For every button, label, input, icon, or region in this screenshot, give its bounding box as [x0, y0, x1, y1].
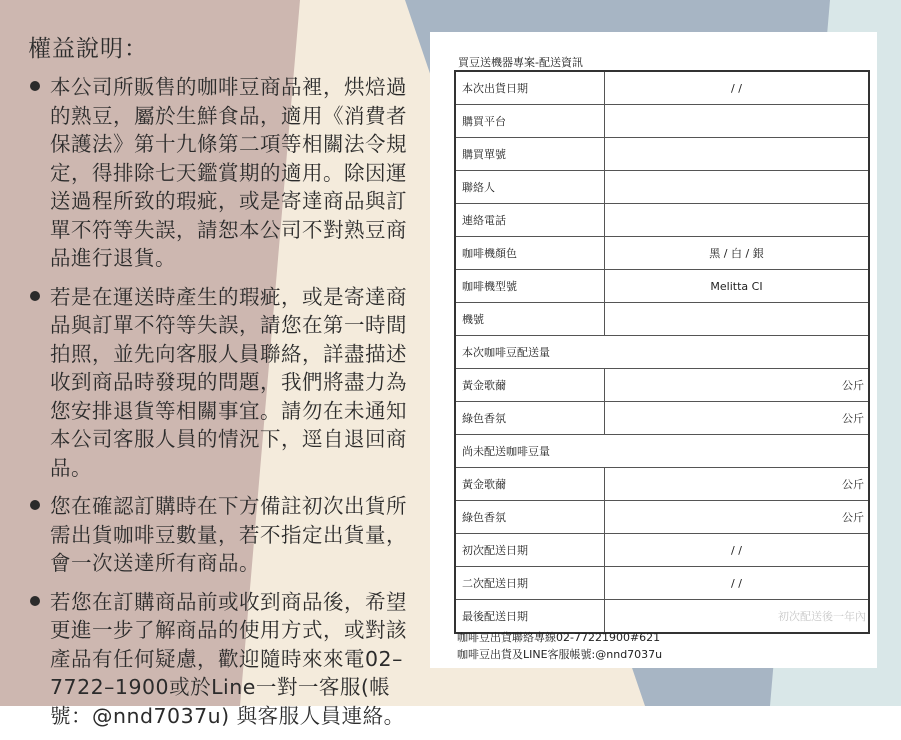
form-row	[455, 204, 869, 237]
form-row	[455, 600, 869, 634]
field-value[interactable]	[605, 138, 870, 171]
bullet-icon	[30, 500, 40, 510]
form-row	[455, 402, 869, 435]
field-label: 黃金歌薾	[455, 468, 605, 501]
rights-item	[28, 492, 423, 578]
field-value[interactable]: / /	[605, 534, 870, 567]
section-heading: 尚未配送咖啡豆量	[455, 435, 869, 468]
field-value[interactable]	[605, 204, 870, 237]
field-value[interactable]: / /	[605, 71, 870, 105]
rights-title: 權益說明：	[28, 36, 148, 62]
form-title: 買豆送機器專案-配送資訊	[458, 56, 583, 69]
field-label: 購買單號	[455, 138, 605, 171]
field-label: 初次配送日期	[455, 534, 605, 567]
field-label: 機號	[455, 303, 605, 336]
form-row	[455, 534, 869, 567]
field-label: 連絡電話	[455, 204, 605, 237]
form-row	[455, 567, 869, 600]
rights-item-text: 本公司所販售的咖啡豆商品裡，烘焙過的熟豆，屬於生鮮食品，適用《消費者保護法》第十九條第二項等相關法令規定，得排除七天鑑賞期的適用。除因運送過程所致的瑕疵，或是寄達商品與訂單不符等失誤，請恕本公司不對熟豆商品進行退貨。	[50, 75, 407, 270]
field-label: 購買平台	[455, 105, 605, 138]
rights-item-text: 您在確認訂購時在下方備註初次出貨所需出貨咖啡豆數量，若不指定出貨量，會一次送達所有商品。	[50, 494, 407, 575]
field-value[interactable]: 公斤	[605, 369, 870, 402]
delivery-info-form	[454, 70, 870, 634]
field-value[interactable]	[605, 303, 870, 336]
rights-item	[28, 283, 423, 483]
rights-item-text: 若您在訂購商品前或收到商品後，希望更進一步了解商品的使用方式，或對該產品有任何疑慮，歡迎隨時來來電02–7722–1900或於Line一對一客服(帳號：@nnd7037u) 與客服人員連絡。	[50, 589, 407, 728]
form-row	[455, 336, 869, 369]
form-row	[455, 138, 869, 171]
delivery-info-card	[430, 32, 877, 668]
rights-item	[28, 588, 423, 731]
form-row	[455, 270, 869, 303]
form-row	[455, 435, 869, 468]
field-label: 二次配送日期	[455, 567, 605, 600]
bullet-icon	[30, 596, 40, 606]
field-value[interactable]	[605, 105, 870, 138]
section-heading: 本次咖啡豆配送量	[455, 336, 869, 369]
bullet-icon	[30, 291, 40, 301]
field-value[interactable]: 公斤	[605, 468, 870, 501]
footer-hotline: 咖啡豆出貨聯絡專線02-77221900#621	[457, 631, 661, 644]
bullet-icon	[30, 81, 40, 91]
form-row	[455, 171, 869, 204]
field-label: 最後配送日期	[455, 600, 605, 634]
field-value[interactable]: Melitta CI	[605, 270, 870, 303]
field-label: 聯絡人	[455, 171, 605, 204]
field-label: 黃金歌薾	[455, 369, 605, 402]
rights-section	[28, 30, 423, 740]
form-row	[455, 105, 869, 138]
form-footer	[457, 629, 662, 663]
field-label: 咖啡機型號	[455, 270, 605, 303]
footer-line-account: 咖啡豆出貨及LINE客服帳號:@nnd7037u	[457, 648, 663, 661]
rights-item	[28, 73, 423, 273]
field-label: 咖啡機顏色	[455, 237, 605, 270]
form-row	[455, 303, 869, 336]
field-value[interactable]: 初次配送後一年內	[605, 600, 870, 634]
form-body	[455, 71, 869, 633]
form-row	[455, 468, 869, 501]
rights-item-text: 若是在運送時產生的瑕疵，或是寄達商品與訂單不符等失誤，請您在第一時間拍照，並先向客服人員聯絡，詳盡描述收到商品時發現的問題，我們將盡力為您安排退貨等相關事宜。請勿在未通知本公司客服人員的情況下，逕自退回商品。	[50, 284, 407, 480]
field-label: 本次出貨日期	[455, 71, 605, 105]
form-row	[455, 71, 869, 105]
field-value[interactable]: 公斤	[605, 501, 870, 534]
form-row	[455, 501, 869, 534]
form-row	[455, 237, 869, 270]
field-value[interactable]: / /	[605, 567, 870, 600]
field-label: 綠色香氛	[455, 402, 605, 435]
form-row	[455, 369, 869, 402]
rights-list	[28, 73, 423, 730]
field-value[interactable]: 黑 / 白 / 銀	[605, 237, 870, 270]
field-label: 綠色香氛	[455, 501, 605, 534]
field-value[interactable]	[605, 171, 870, 204]
field-value[interactable]: 公斤	[605, 402, 870, 435]
